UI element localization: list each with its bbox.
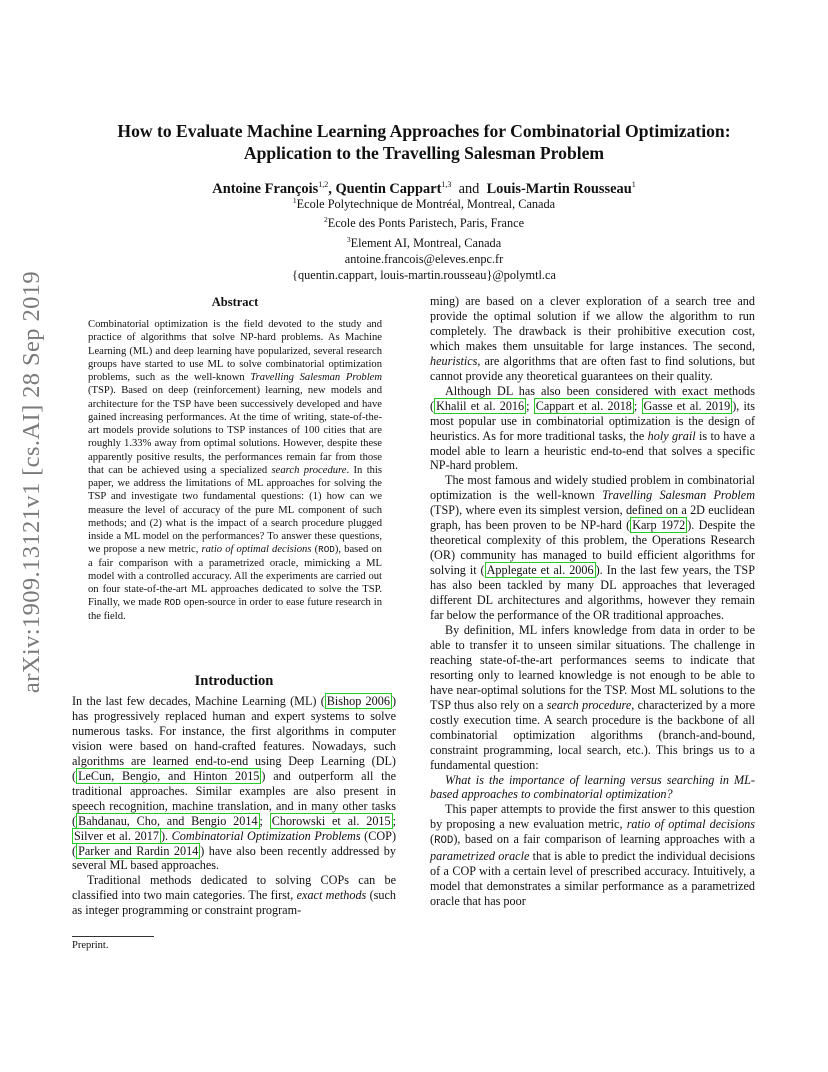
right-paragraph-4: By definition, ML infers knowledge from data in order to be able to transfer it to unseen similar situations. The challenge in reaching state-of-the-art performances seems to indicate that resorting only to learned knowledge is not enough to be able to have near-optimal solutions for the TSP. Most ML solutions to the TSP thus also rely on a search procedure, characterized by a more costly execution time. A search procedure is the backbone of all combinatorial optimization algorithms (branch-and-bound, constraint programming, local search, etc.). This brings us to a fundamental question: xyxy=(430,622,755,772)
author-cappart-affil: 1,3 xyxy=(441,180,452,189)
abstract-heading: Abstract xyxy=(211,295,259,309)
introduction-heading: Introduction xyxy=(194,673,274,689)
author-rousseau: Louis-Martin Rousseau xyxy=(486,180,632,197)
author-rousseau-affil: 1 xyxy=(631,180,636,189)
author-list: Antoine François$^{1,2}$, Quentin Cappart$^{1,3}$ and Louis-Martin Rousseau$^1$ xyxy=(212,180,636,197)
abstract-body: Combinatorial optimization is the field devoted to the study and practice of algorithms that solve NP-hard problems. As Machine Learning (ML) and deep learning have popularized, several research groups have started to use ML to solve combinatorial optimization problems, such as the well-known Travelling Salesman Problem (TSP). Based on deep (reinforcement) learning, new models and architecture for the TSP have been successively developed and have gained increasing performances. At the time of writing, state-of-the-art models provide solutions to TSP instances of 100 cities that are roughly 1.33% away from optimal solutions. However, despite these apparently positive results, the performances remain far from those that can be achieved using a specialized search procedure. In this paper, we address the limitations of ML approaches for solving the TSP and investigate two fundamental questions: (1) how can we measure the level of accuracy of the pure ML component of such methods; and (2) what is the impact of a search procedure plugged inside a ML model on the performances? To answer these questions, we propose a new metric, ratio of optimal decisions (ROD), based on a fair comparison with a parametrized oracle, mimicking a ML model with a controlled accuracy. All the experiments are carried out on four state-of-the-art ML approaches dedicated to solve the TSP. Finally, we made ROD open-source in order to ease future research in the field. xyxy=(88,319,383,622)
affiliations xyxy=(60,193,788,283)
right-paragraph-5: This paper attempts to provide the first answer to this question by proposing a new evaluation metric, ratio of optimal decisions (ROD), based on a fair comparison of learning approaches with a parametrized oracle that is able to predict the individual decisions of a COP with a certain level of prescribed accuracy. Intuitively, a model that demonstrates a similar performance as a parametrized oracle that has poor xyxy=(430,802,756,909)
footnote: Preprint. xyxy=(72,940,109,951)
citation-lecun[interactable]: LeCun, Bengio, and Hinton 2015 xyxy=(78,768,260,783)
arxiv-identifier: arXiv:1909.13121v1 [cs.AI] 28 Sep 2019 xyxy=(18,270,45,694)
affiliation-2: $^2$Ecole des Ponts Paristech, Paris, France xyxy=(323,215,525,231)
citation-bahdanau[interactable]: Bahdanau, Cho, and Bengio 2014 xyxy=(78,813,258,828)
affiliation-1: $^1$Ecole Polytechnique de Montréal, Montreal, Canada xyxy=(292,196,556,212)
right-paragraph-1: ming) are based on a clever exploration of a search tree and provide the optimal solution if we allow the algorithm to run completely. The drawback is their prohibitive execution cost, which makes them unsuitable for large instances. The second, heuristics, are algorithms that are often fast to find solutions, but cannot provide any theoretical guarantees on their quality. xyxy=(430,294,755,383)
title-line-1: How to Evaluate Machine Learning Approaches for Combinatorial Optimization: xyxy=(117,121,731,141)
intro-paragraph-2: Traditional methods dedicated to solving COPs can be classified into two main categories. The first, exact methods (such as integer programming or constraint program- xyxy=(72,873,396,918)
author-francois: Antoine François xyxy=(212,180,319,197)
citation-chorowski[interactable]: Chorowski et al. 2015 xyxy=(271,813,391,828)
right-paragraph-3: The most famous and widely studied problem in combinatorial optimization is the well-known Travelling Salesman Problem (TSP), where even its simplest version, defined on a 2D euclidean graph, has been proven to be NP-hard ( Karp 1972 ). Despite the theoretical complexity of this problem, the Operations Research (OR) community has managed to build efficient algorithms for solving it ( Applegate et al. 2006 ). In the last few years, the TSP has also been tackled by many DL approaches that leveraged different DL architectures and algorithms, however they remain far below the performance of the OR traditional approaches. xyxy=(430,473,756,623)
title-line-2: Application to the Travelling Salesman Problem xyxy=(243,143,605,163)
introduction-body xyxy=(72,694,396,918)
intro-paragraph-1: In the last few decades, Machine Learning (ML) ( Bishop 2006 ) has progressively replaced human and expert systems to solve numerous tasks. For instance, the first algorithms in computer vision were based on hand-crafted features. Nowadays, such algorithms are learned end-to-end using Deep Learning (DL) ( LeCun, Bengio, and Hinton 2015 ) and outperform all the traditional approaches. Similar examples are also present in speech recognition, machine translation, and in many other tasks ( Bahdanau, Cho, and Bengio 2014 ; Chorowski et al. 2015 ; Silver et al. 2017 ). Combinatorial Optimization Problems (COP) ( Parker and Rardin 2014 ) have also been recently addressed by several ML based approaches. xyxy=(72,694,397,873)
author-and: and xyxy=(458,180,480,197)
citation-karp[interactable]: Karp 1972 xyxy=(632,518,686,533)
citation-gasse[interactable]: Gasse et al. 2019 xyxy=(643,398,731,413)
citation-cappart[interactable]: Cappart et al. 2018 xyxy=(535,398,632,413)
paper-title xyxy=(60,120,788,164)
citation-bishop[interactable]: Bishop 2006 xyxy=(326,694,390,708)
arxiv-sidebar-stamp xyxy=(12,270,52,694)
citation-applegate[interactable]: Applegate et al. 2006 xyxy=(486,563,594,578)
citation-parker[interactable]: Parker and Rardin 2014 xyxy=(78,843,199,858)
author-francois-affil: 1,2 xyxy=(318,180,329,189)
citation-khalil[interactable]: Khalil et al. 2016 xyxy=(436,398,525,413)
research-question: What is the importance of learning versus searching in ML-based approaches to combinatorial optimization? xyxy=(430,772,755,802)
right-paragraph-2: Although DL has also been considered with exact methods ( Khalil et al. 2016 ; Cappart et al. 2018 ; Gasse et al. 2019 ), its most popular use in combinatorial optimization is the design of heuristics. As for more traditional tasks, the holy grail is to have a model able to learn a heuristic end-to-end that solves a specific NP-hard problem. xyxy=(430,383,756,473)
email-2: {quentin.cappart, louis-martin.rousseau}@polymtl.ca xyxy=(292,268,556,283)
author-cappart: Quentin Cappart xyxy=(335,180,442,197)
right-column xyxy=(430,294,755,909)
email-1: antoine.francois@eleves.enpc.fr xyxy=(344,251,504,266)
footnote-rule xyxy=(72,936,154,937)
citation-silver[interactable]: Silver et al. 2017 xyxy=(74,828,159,843)
affiliation-3: $^3$Element AI, Montreal, Canada xyxy=(346,234,502,250)
